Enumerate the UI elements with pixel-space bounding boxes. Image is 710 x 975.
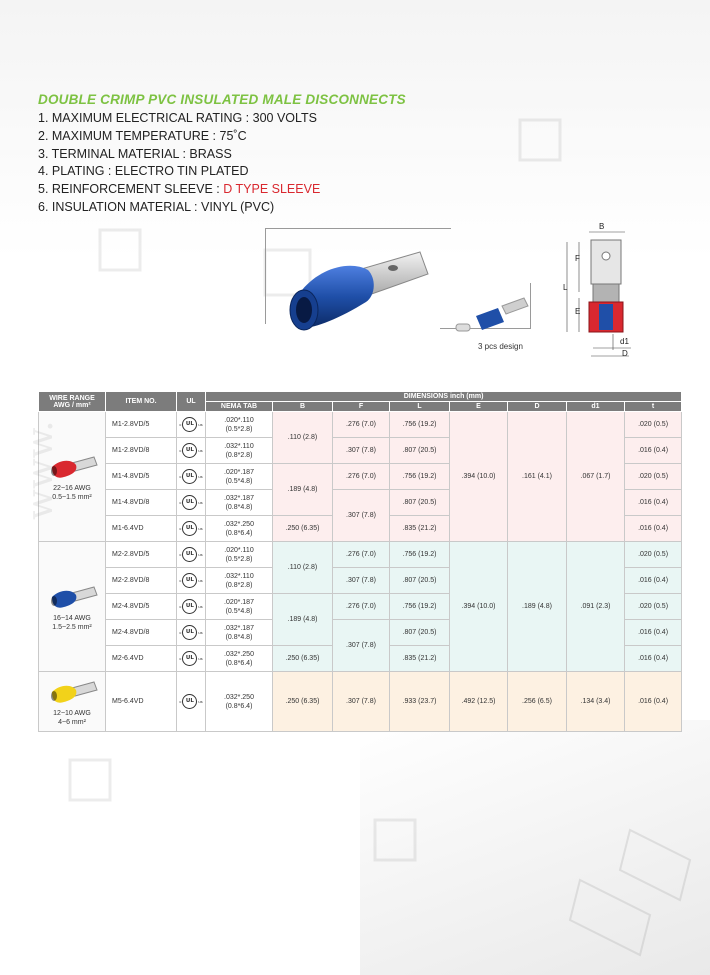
nema-mm: (0.5*4.8)	[225, 607, 253, 615]
col-l: L	[390, 402, 450, 412]
spec-item: 3. TERMINAL MATERIAL : BRASS	[38, 146, 232, 161]
b-cell	[273, 594, 333, 646]
ul-listed-icon	[179, 417, 202, 432]
wire-awg: 22~16 AWG	[53, 485, 91, 492]
cell-text: M2-4.8VD/8	[112, 629, 150, 636]
cell-text: .835 (21.2)	[402, 525, 437, 532]
cell-text: .276 (7.0)	[346, 421, 376, 428]
ul-cell	[177, 542, 206, 568]
ul-listed-icon	[179, 495, 202, 510]
l-cell	[390, 490, 450, 516]
cell-text: .250 (6.35)	[285, 655, 320, 662]
t-cell	[625, 594, 682, 620]
d-cell	[508, 542, 567, 672]
ul-cell	[177, 646, 206, 672]
l-cell	[390, 412, 450, 438]
ul-c: c	[179, 500, 182, 505]
terminal-illustration	[280, 240, 440, 340]
wire-mm: 4~6 mm²	[58, 719, 86, 726]
ul-us: us	[198, 500, 203, 505]
cell-text: .189 (4.8)	[522, 603, 552, 610]
ul-cell	[177, 568, 206, 594]
dim-label-d1: d1	[620, 337, 629, 346]
dim-label-e: E	[575, 307, 581, 316]
cell-text: .134 (3.4)	[580, 698, 611, 705]
nema-inch: .032*.110	[224, 572, 254, 580]
item-no-cell	[106, 568, 177, 594]
l-cell	[390, 542, 450, 568]
col-nema-tab: NEMA TAB	[206, 402, 273, 412]
f-cell	[333, 542, 390, 568]
col-ul: UL	[177, 392, 206, 412]
terminal-thumbnail	[46, 451, 98, 481]
three-pcs-illustration	[452, 290, 537, 340]
t-cell	[625, 672, 682, 732]
cell-text: .016 (0.4)	[638, 577, 669, 584]
cell-text: .756 (19.2)	[402, 551, 437, 558]
cell-text: .933 (23.7)	[402, 698, 437, 705]
t-cell	[625, 646, 682, 672]
wire-awg: 16~14 AWG	[53, 615, 91, 622]
col-dimensions: DIMENSIONS inch (mm)	[206, 392, 682, 402]
nema-tab-cell	[206, 672, 273, 732]
ul-listed-icon	[179, 469, 202, 484]
table-row	[39, 412, 682, 438]
nema-tab-cell	[206, 438, 273, 464]
nema-inch: .020*.110	[224, 546, 254, 554]
cell-text: .307 (7.8)	[346, 577, 376, 584]
nema-mm: (0.8*6.4)	[225, 659, 253, 667]
nema-mm: (0.5*2.8)	[225, 425, 253, 433]
t-cell	[625, 568, 682, 594]
col-t: t	[625, 402, 682, 412]
ul-c: c	[179, 474, 182, 479]
t-cell	[625, 542, 682, 568]
ul-c: c	[179, 630, 182, 635]
nema-tab-cell	[206, 646, 273, 672]
ul-cell	[177, 412, 206, 438]
cell-text: .807 (20.5)	[402, 447, 437, 454]
terminal-thumbnail	[46, 581, 98, 611]
cell-text: .307 (7.8)	[346, 642, 376, 649]
ul-mark: UL	[182, 417, 197, 432]
cell-text: .394 (10.0)	[461, 603, 496, 610]
ul-mark: UL	[182, 651, 197, 666]
figure-caption: 3 pcs design	[478, 342, 523, 351]
t-cell	[625, 464, 682, 490]
cell-text: .016 (0.4)	[638, 655, 669, 662]
spec-label: 5. REINFORCEMENT SLEEVE :	[38, 182, 220, 197]
nema-mm: (0.8*2.8)	[225, 581, 253, 589]
e-cell	[450, 542, 508, 672]
table-row	[39, 542, 682, 568]
spec-item: 4. PLATING : ELECTRO TIN PLATED	[38, 164, 249, 179]
cell-text: M2-2.8VD/8	[112, 577, 150, 584]
cell-text: .020 (0.5)	[638, 551, 669, 558]
ul-us: us	[198, 552, 203, 557]
nema-mm: (0.8*2.8)	[225, 451, 253, 459]
d-cell	[508, 412, 567, 542]
cell-text: .189 (4.8)	[287, 616, 318, 623]
table-header-row	[39, 392, 682, 402]
ul-us: us	[198, 656, 203, 661]
ul-mark: UL	[182, 573, 197, 588]
cell-text: M2-4.8VD/5	[112, 603, 150, 610]
ul-cell	[177, 594, 206, 620]
cell-text: .807 (20.5)	[402, 499, 437, 506]
item-no-cell	[106, 594, 177, 620]
nema-tab-cell	[206, 516, 273, 542]
spec-item	[38, 181, 320, 199]
nema-mm: (0.8*6.4)	[225, 529, 253, 537]
nema-mm: (0.8*4.8)	[225, 633, 253, 641]
nema-inch: .032*.250	[224, 693, 254, 701]
watermark-glyph	[100, 230, 140, 270]
ul-cell	[177, 620, 206, 646]
b-cell	[273, 542, 333, 594]
l-cell	[390, 646, 450, 672]
cell-text: .016 (0.4)	[638, 525, 669, 532]
cell-text: .067 (1.7)	[580, 473, 611, 480]
ul-cell	[177, 490, 206, 516]
watermark-terminal	[570, 880, 650, 955]
item-no-cell	[106, 646, 177, 672]
l-cell	[390, 620, 450, 646]
cell-text: .020 (0.5)	[638, 421, 669, 428]
b-cell	[273, 672, 333, 732]
ul-c: c	[179, 448, 182, 453]
ul-cell	[177, 464, 206, 490]
ul-mark: UL	[182, 521, 197, 536]
cell-text: M1-4.8VD/8	[112, 499, 150, 506]
col-wire-range: WIRE RANGE AWG / mm²	[39, 392, 106, 412]
ul-mark: UL	[182, 495, 197, 510]
ul-us: us	[198, 630, 203, 635]
nema-tab-cell	[206, 594, 273, 620]
nema-inch: .032*.250	[224, 520, 254, 528]
b-cell	[273, 412, 333, 464]
item-no-cell	[106, 490, 177, 516]
cell-text: .276 (7.0)	[346, 473, 376, 480]
b-cell	[273, 464, 333, 516]
cell-text: .756 (19.2)	[402, 603, 437, 610]
ul-listed-icon	[179, 599, 202, 614]
item-no-cell	[106, 542, 177, 568]
cell-text: .307 (7.8)	[346, 512, 376, 519]
f-cell	[333, 412, 390, 438]
cell-text: .307 (7.8)	[346, 698, 376, 705]
f-cell	[333, 568, 390, 594]
cell-text: M1-2.8VD/8	[112, 447, 150, 454]
ul-c: c	[179, 604, 182, 609]
ul-mark: UL	[182, 694, 197, 709]
d1-cell	[567, 542, 625, 672]
cell-text: M1-2.8VD/5	[112, 421, 150, 428]
dim-label-f: F	[575, 254, 580, 263]
cell-text: .110 (2.8)	[287, 434, 318, 441]
cell-text: .835 (21.2)	[402, 655, 437, 662]
cell-text: .756 (19.2)	[402, 421, 437, 428]
wire-awg: 12~10 AWG	[53, 710, 91, 717]
cell-text: M1-6.4VD	[112, 525, 144, 532]
nema-inch: .032*.250	[224, 650, 254, 658]
t-cell	[625, 620, 682, 646]
b-cell	[273, 516, 333, 542]
ul-listed-icon	[179, 443, 202, 458]
col-d: D	[508, 402, 567, 412]
item-no-cell	[106, 516, 177, 542]
nema-inch: .032*.187	[224, 624, 254, 632]
ul-listed-icon	[179, 625, 202, 640]
cell-text: .016 (0.4)	[638, 698, 669, 705]
cell-text: .020 (0.5)	[638, 473, 669, 480]
nema-tab-cell	[206, 464, 273, 490]
cell-text: .016 (0.4)	[638, 447, 669, 454]
t-cell	[625, 412, 682, 438]
nema-inch: .020*.187	[224, 468, 254, 476]
cell-text: M5-6.4VD	[112, 698, 144, 705]
f-cell	[333, 490, 390, 542]
nema-inch: .032*.187	[224, 494, 254, 502]
l-cell	[390, 568, 450, 594]
wire-range-cell	[39, 412, 106, 542]
nema-tab-cell	[206, 620, 273, 646]
dim-label-b: B	[599, 222, 605, 231]
ul-listed-icon	[179, 573, 202, 588]
l-cell	[390, 464, 450, 490]
f-cell	[333, 594, 390, 620]
spec-item: 1. MAXIMUM ELECTRICAL RATING : 300 VOLTS	[38, 111, 317, 125]
watermark-glyph	[520, 120, 560, 160]
nema-mm: (0.5*2.8)	[225, 555, 253, 563]
ul-us: us	[198, 604, 203, 609]
cell-text: M1-4.8VD/5	[112, 473, 150, 480]
spec-item: 2. MAXIMUM TEMPERATURE : 75˚C	[38, 128, 247, 143]
page-title: DOUBLE CRIMP PVC INSULATED MALE DISCONNECTS	[38, 92, 406, 107]
cell-text: .016 (0.4)	[638, 629, 669, 636]
cell-text: .256 (6.5)	[522, 698, 552, 705]
wire-range-cell	[39, 542, 106, 672]
ul-us: us	[198, 578, 203, 583]
ul-mark: UL	[182, 469, 197, 484]
nema-mm: (0.5*4.8)	[225, 477, 253, 485]
wire-mm: 1.5~2.5 mm²	[52, 624, 92, 631]
ul-listed-icon	[179, 547, 202, 562]
cell-text: .016 (0.4)	[638, 499, 669, 506]
spec-item: 6. INSULATION MATERIAL : VINYL (PVC)	[38, 199, 275, 214]
ul-us: us	[198, 474, 203, 479]
nema-tab-cell	[206, 568, 273, 594]
cell-text: .020 (0.5)	[638, 603, 669, 610]
t-cell	[625, 516, 682, 542]
d1-cell	[567, 412, 625, 542]
nema-inch: .020*.110	[224, 416, 254, 424]
l-cell	[390, 594, 450, 620]
nema-tab-cell	[206, 490, 273, 516]
ul-us: us	[198, 422, 203, 427]
cell-text: .394 (10.0)	[461, 473, 496, 480]
nema-inch: .020*.187	[224, 598, 254, 606]
cell-text: M2-2.8VD/5	[112, 551, 150, 558]
ul-c: c	[179, 656, 182, 661]
ul-mark: UL	[182, 443, 197, 458]
ul-cell	[177, 516, 206, 542]
col-b: B	[273, 402, 333, 412]
cell-text: .250 (6.35)	[285, 525, 320, 532]
ul-listed-icon	[179, 521, 202, 536]
e-cell	[450, 672, 508, 732]
spec-table	[38, 391, 682, 732]
cell-text: .250 (6.35)	[285, 698, 320, 705]
terminal-thumbnail	[46, 676, 98, 706]
col-item-no: ITEM NO.	[106, 392, 177, 412]
dim-label-d: D	[622, 349, 628, 358]
ul-mark: UL	[182, 547, 197, 562]
item-no-cell	[106, 620, 177, 646]
item-no-cell	[106, 412, 177, 438]
e-cell	[450, 412, 508, 542]
ul-listed-icon	[179, 694, 202, 709]
ul-c: c	[179, 552, 182, 557]
f-cell	[333, 438, 390, 464]
nema-mm: (0.8*4.8)	[225, 503, 253, 511]
f-cell	[333, 620, 390, 672]
ul-c: c	[179, 526, 182, 531]
cell-text: .756 (19.2)	[402, 473, 437, 480]
cell-text: .807 (20.5)	[402, 577, 437, 584]
item-no-cell	[106, 464, 177, 490]
ul-us: us	[198, 526, 203, 531]
t-cell	[625, 490, 682, 516]
l-cell	[390, 672, 450, 732]
watermark-glyph	[70, 760, 110, 800]
table-body	[39, 412, 682, 732]
d1-cell	[567, 672, 625, 732]
l-cell	[390, 516, 450, 542]
ul-cell	[177, 438, 206, 464]
spec-list	[38, 110, 320, 217]
ul-c: c	[179, 699, 182, 704]
watermark-glyph	[375, 820, 415, 860]
col-d1: d1	[567, 402, 625, 412]
nema-inch: .032*.110	[224, 442, 254, 450]
ul-listed-icon	[179, 651, 202, 666]
ul-us: us	[198, 699, 203, 704]
col-e: E	[450, 402, 508, 412]
t-cell	[625, 438, 682, 464]
item-no-cell	[106, 438, 177, 464]
l-cell	[390, 438, 450, 464]
cell-text: .807 (20.5)	[402, 629, 437, 636]
cell-text: .492 (12.5)	[461, 698, 496, 705]
ul-c: c	[179, 578, 182, 583]
ul-mark: UL	[182, 625, 197, 640]
cell-text: .110 (2.8)	[287, 564, 318, 571]
dim-label-l: L	[563, 283, 568, 292]
ul-mark: UL	[182, 599, 197, 614]
f-cell	[333, 464, 390, 490]
b-cell	[273, 646, 333, 672]
ul-us: us	[198, 448, 203, 453]
cell-text: .307 (7.8)	[346, 447, 376, 454]
col-f: F	[333, 402, 390, 412]
watermark-terminal	[620, 830, 690, 900]
cell-text: M2-6.4VD	[112, 655, 144, 662]
ul-c: c	[179, 422, 182, 427]
item-no-cell	[106, 672, 177, 732]
f-cell	[333, 672, 390, 732]
cell-text: .161 (4.1)	[522, 473, 552, 480]
wire-range-cell	[39, 672, 106, 732]
nema-tab-cell	[206, 412, 273, 438]
cell-text: .189 (4.8)	[287, 486, 318, 493]
ul-cell	[177, 672, 206, 732]
nema-tab-cell	[206, 542, 273, 568]
table-row	[39, 672, 682, 732]
cell-text: .276 (7.0)	[346, 551, 376, 558]
wire-mm: 0.5~1.5 mm²	[52, 494, 92, 501]
nema-mm: (0.8*6.4)	[225, 702, 253, 710]
spec-highlight: D TYPE SLEEVE	[223, 182, 321, 197]
d-cell	[508, 672, 567, 732]
cell-text: .276 (7.0)	[346, 603, 376, 610]
cell-text: .091 (2.3)	[580, 603, 611, 610]
